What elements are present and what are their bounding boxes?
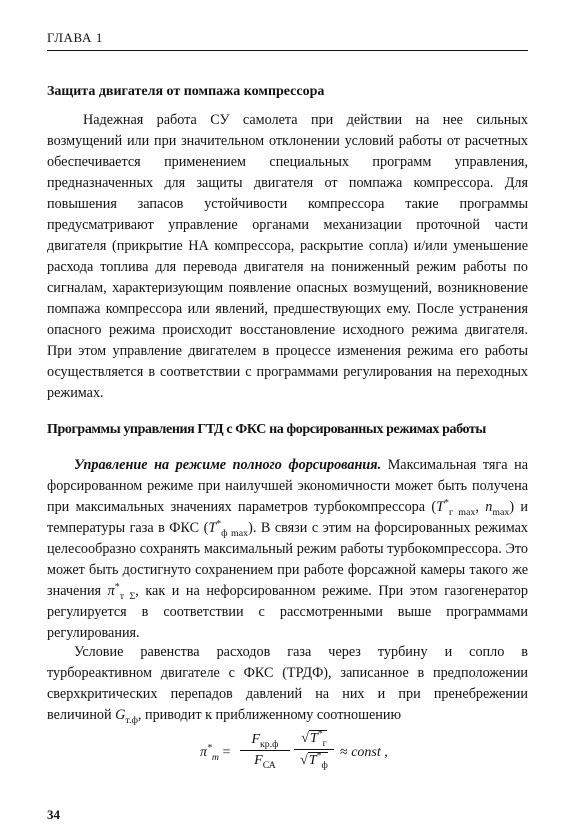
- sqrt-radicand: [308, 752, 328, 769]
- math-symbol: T: [208, 520, 217, 536]
- math-subscript: г max: [448, 506, 476, 518]
- math-superscript: *: [207, 742, 212, 754]
- section-title-afterburner-control: Программы управления ГТД с ФКС на форсированных режимах работы: [47, 422, 486, 437]
- math-superscript: *: [443, 497, 449, 509]
- math-subscript: ф: [321, 759, 328, 771]
- equals-sign: =: [222, 745, 231, 760]
- math-symbol: T: [436, 499, 444, 515]
- page-number: 34: [47, 807, 60, 822]
- text-run: ). В связи с этим на форсированных режимах целесообразно сохранять максимальный режим работы турбокомпрессора. Это может быть достигнуто сохранением при работе форсажной камеры такого же значения: [47, 520, 528, 599]
- math-subscript: т.ф: [125, 714, 138, 726]
- text-run: , как и на нефорсированном режиме. При этом газогенератор регулируется в соответствии с рассмотренными выше программами регулирования.: [47, 583, 528, 641]
- formula-tail: ,: [384, 745, 388, 760]
- sqrt-radicand: [309, 730, 327, 747]
- formula-lhs: [200, 742, 231, 763]
- math-symbol: π: [107, 583, 115, 599]
- text-run: Условие равенства расходов газа через турбину и сопло в турбореактивном двигателе с ФКС (ТРДФ), записанное в предположении сверхкритических перепадов давлений на них и при пренебрежении величиной: [47, 644, 528, 723]
- text-run: , приводит к приближенному соотношению: [137, 707, 402, 723]
- math-subscript: ф max: [221, 527, 249, 539]
- approx-sign: ≈: [340, 745, 348, 760]
- fraction-denominator: [240, 751, 290, 769]
- fraction-numerator: $√T^*_г$: [294, 730, 334, 750]
- math-subscript: max: [492, 506, 510, 518]
- math-symbol: G: [115, 707, 126, 723]
- math-superscript: *: [216, 518, 222, 530]
- math-symbol: n: [485, 499, 493, 515]
- math-subscript: т Σ: [119, 590, 136, 602]
- fraction-denominator: $√T^*_ф$: [300, 750, 328, 771]
- math-subscript: г: [322, 737, 327, 749]
- header-rule: [47, 50, 528, 51]
- paragraph-flow-equality: [47, 642, 528, 726]
- math-superscript: *: [316, 750, 322, 762]
- math-symbol: F: [251, 732, 261, 747]
- fraction-numerator: [240, 732, 290, 751]
- math-superscript: *: [114, 581, 120, 593]
- math-subscript: кр.ф: [260, 738, 279, 750]
- text-run: Максимальная тяга на форсированном режиме при наилучшей экономичности может быть получена при максимальных значениях параметров турбокомпрессора (: [47, 457, 528, 515]
- text-run: ,: [475, 499, 486, 515]
- section-title-surge-protection: Защита двигателя от помпажа компрессора: [47, 84, 325, 99]
- math-symbol: π: [200, 745, 208, 760]
- temperature-root-fraction: [294, 730, 334, 769]
- math-symbol: T: [309, 731, 318, 746]
- formula-pressure-ratio: [200, 728, 420, 784]
- running-head: ГЛАВА 1: [47, 30, 103, 45]
- math-symbol: F: [254, 753, 263, 768]
- math-superscript: *: [317, 728, 323, 740]
- formula-rhs: [340, 745, 388, 761]
- const-symbol: const: [351, 745, 381, 760]
- math-symbol: T: [308, 753, 317, 768]
- area-fraction: [240, 732, 290, 769]
- text-run: ) и температуры газа в ФКС (: [47, 499, 528, 536]
- math-subscript: т: [211, 751, 219, 763]
- run-in-heading: Управление на режиме полного форсирования.: [74, 457, 382, 473]
- math-subscript: СА: [262, 759, 276, 771]
- paragraph-surge-protection: Надежная работа СУ самолета при действии на нее сильных возмущений или при значительном отклонении условий работы от расчетных обеспечивается применением специальных программ управления, предназначенных для защиты двигателя от помпажа компрессора. Для повышения запасов устойчивости компрессора такие программы предусматривают управление органами механизации проточной части двигателя (прикрытие НА компрессора, раскрытие сопла) и/или уменьшение расхода топлива для перевода двигателя на пониженный режим работы по сигналам, характеризующим появление опасных возмущений, возникновение помпажа компрессора или явлений, предшествующих ему. После устранения опасного режима происходит восстановление исходного режима двигателя. При этом управление двигателем в процессе изменения режима его работы осуществляется в соответствии с программами регулирования на переходных режимах.: [47, 112, 528, 401]
- paragraph-full-afterburner: [47, 455, 528, 644]
